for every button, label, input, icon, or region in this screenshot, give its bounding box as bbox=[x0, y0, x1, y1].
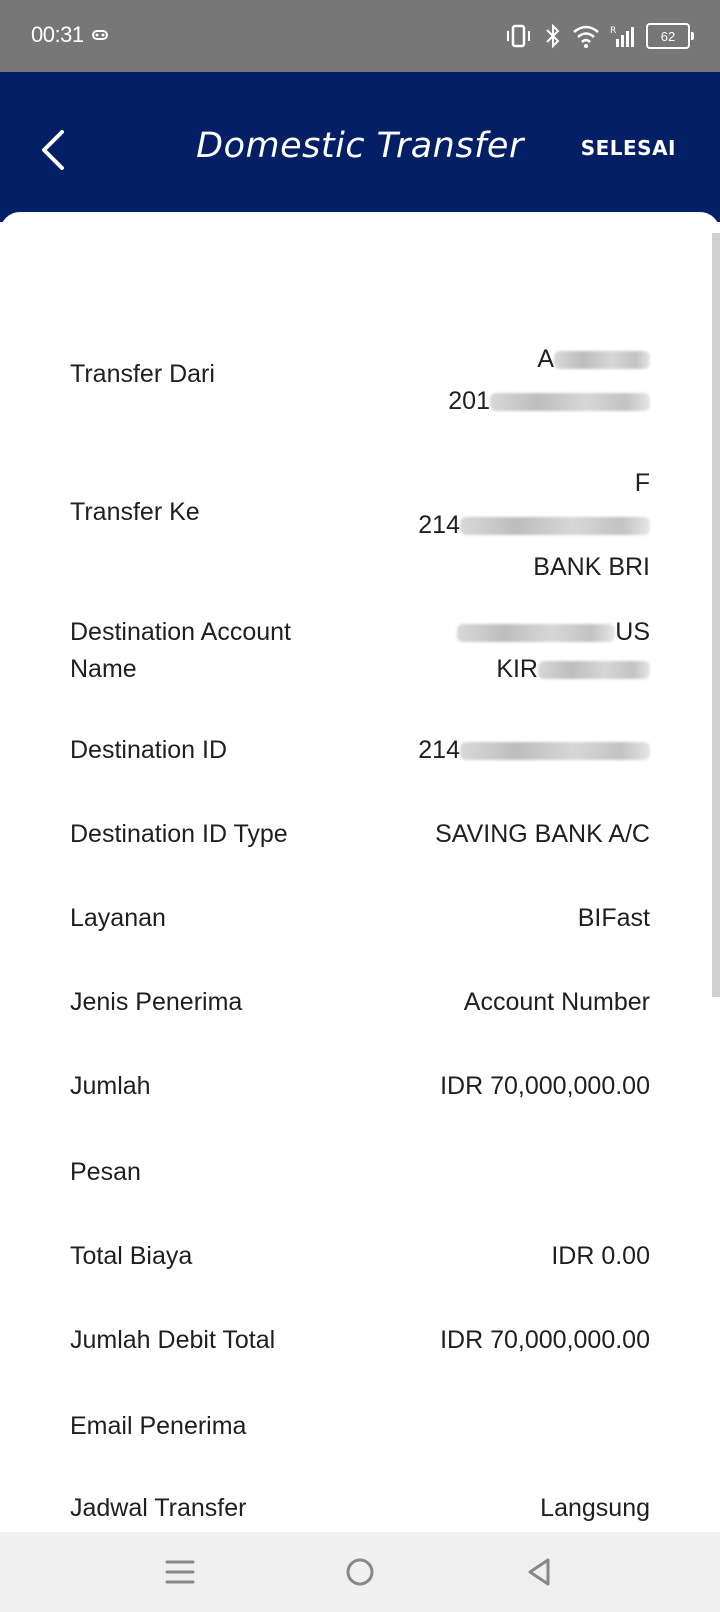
destination-id-type-label: Destination ID Type bbox=[70, 820, 288, 848]
transfer-to-bank: BANK BRI bbox=[533, 553, 650, 581]
redacted-mask bbox=[460, 517, 650, 535]
recipient-type-value: Account Number bbox=[463, 988, 650, 1016]
wifi-icon bbox=[572, 23, 600, 49]
transfer-from-label: Transfer Dari bbox=[70, 360, 215, 388]
scrollbar[interactable] bbox=[712, 233, 720, 997]
service-value: BIFast bbox=[577, 904, 650, 932]
signal-icon bbox=[610, 23, 636, 49]
recipient-type-label: Jenis Penerima bbox=[70, 988, 243, 1016]
redacted-mask bbox=[460, 742, 650, 760]
transfer-from-account: 201 bbox=[448, 387, 490, 415]
transfer-to-account: 214 bbox=[418, 511, 460, 539]
status-time: 00:31 bbox=[31, 22, 84, 47]
transfer-to-name: F bbox=[634, 469, 650, 497]
recipient-email-label: Email Penerima bbox=[70, 1412, 247, 1440]
bluetooth-icon bbox=[544, 23, 562, 49]
game-icon bbox=[92, 30, 108, 40]
amount-value: IDR 70,000,000.00 bbox=[440, 1072, 650, 1100]
status-icons bbox=[504, 22, 690, 50]
destination-id-type-value: SAVING BANK A/C bbox=[435, 820, 650, 848]
schedule-value: Langsung bbox=[540, 1494, 650, 1522]
transfer-from-name: A bbox=[537, 345, 554, 373]
destination-account-name-line2: KIR bbox=[496, 655, 538, 683]
transfer-to-value bbox=[418, 462, 650, 588]
destination-account-name-line1: US bbox=[615, 618, 650, 646]
total-fee-value: IDR 0.00 bbox=[551, 1242, 650, 1270]
service-label: Layanan bbox=[70, 904, 166, 932]
transfer-to-label: Transfer Ke bbox=[70, 498, 200, 526]
total-debit-label: Jumlah Debit Total bbox=[70, 1326, 276, 1354]
menu-icon[interactable] bbox=[162, 1554, 198, 1590]
app-header bbox=[0, 72, 720, 222]
transfer-from-value bbox=[448, 338, 650, 422]
redacted-mask bbox=[538, 661, 650, 679]
total-debit-value: IDR 70,000,000.00 bbox=[440, 1326, 650, 1354]
amount-label: Jumlah bbox=[70, 1072, 151, 1100]
redacted-mask bbox=[457, 624, 615, 642]
battery-level: 62 bbox=[660, 28, 676, 44]
message-label: Pesan bbox=[70, 1158, 141, 1186]
destination-account-name-value bbox=[457, 614, 650, 688]
redacted-mask bbox=[490, 393, 650, 411]
redacted-mask bbox=[554, 351, 650, 369]
battery-icon bbox=[646, 23, 690, 49]
done-button[interactable]: SELESAI bbox=[580, 136, 676, 160]
transfer-details-sheet[interactable] bbox=[0, 212, 720, 1532]
destination-id-value bbox=[418, 732, 650, 769]
status-bar bbox=[0, 0, 720, 72]
vibrate-icon bbox=[504, 23, 534, 49]
schedule-label: Jadwal Transfer bbox=[70, 1494, 247, 1522]
destination-account-name-label: Destination Account Name bbox=[70, 618, 291, 683]
system-nav-bar bbox=[0, 1532, 720, 1612]
svg-text:R: R bbox=[610, 26, 617, 36]
destination-id-text: 214 bbox=[418, 736, 460, 764]
back-icon[interactable] bbox=[522, 1554, 558, 1590]
destination-id-label: Destination ID bbox=[70, 736, 228, 764]
page-title: Domestic Transfer bbox=[196, 126, 524, 166]
total-fee-label: Total Biaya bbox=[70, 1242, 193, 1270]
home-icon[interactable] bbox=[342, 1554, 378, 1590]
